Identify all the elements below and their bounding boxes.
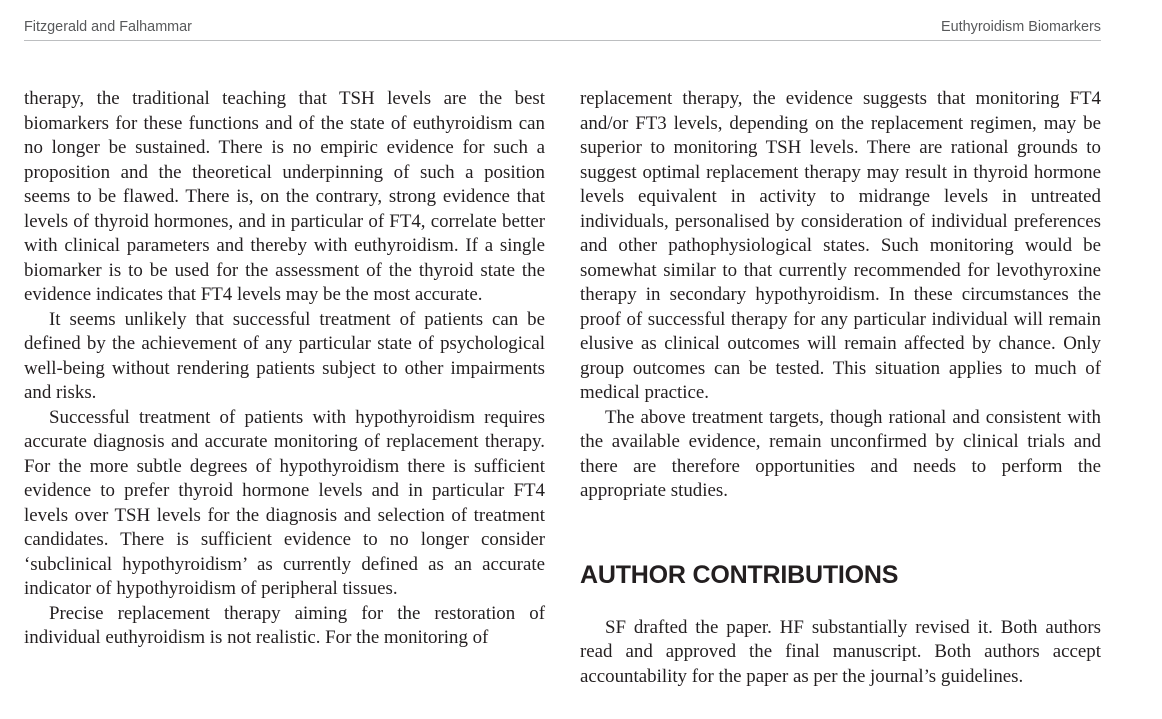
body-paragraph: Successful treatment of patients with hypothyroidism requires accurate diagnosis and accurate monitoring of replacement therapy. For the more subtle degrees of hypothyroidism there is sufficient evidence to prefer thyroid hormone levels and in particular FT4 levels over TSH levels for the diagnosis and selection of treatment candidates. There is sufficient evidence to no longer consider ‘subclinical hypothyroidism’ as currently defined as an accurate indicator of hypothyroidism of peripheral tissues.	[24, 406, 545, 599]
body-paragraph: It seems unlikely that successful treatment of patients can be defined by the achievement of any particular state of psychological well-being without rendering patients subject to other impairments and risks.	[24, 308, 545, 403]
body-paragraph: therapy, the traditional teaching that TSH levels are the best biomarkers for these functions and of the state of euthyroidism can no longer be sustained. There is no empiric evidence for such a proposition and the theoretical underpinning of such a position seems to be flawed. There is, on the contrary, strong evidence that levels of thyroid hormones, and in particular of FT4, correlate better with clinical parameters and thereby with euthyroidism. If a single biomarker is to be used for the assessment of the thyroid state the evidence indicates that FT4 levels may be the most accurate.	[24, 88, 545, 305]
section-heading-author-contributions: AUTHOR CONTRIBUTIONS	[580, 560, 899, 589]
body-paragraph: The above treatment targets, though rational and consistent with the available evidence, remain unconfirmed by clinical trials and there are therefore opportunities and needs to perform the appropriate studies.	[580, 406, 1101, 501]
running-header-title: Euthyroidism Biomarkers	[941, 19, 1101, 35]
author-contributions-text: SF drafted the paper. HF substantially revised it. Both authors read and approved the final manuscript. Both authors accept accountability for the paper as per the journal’s guidelines.	[580, 616, 1101, 687]
right-column	[580, 87, 1101, 689]
body-paragraph: Precise replacement therapy aiming for the restoration of individual euthyroidism is not realistic. For the monitoring of	[24, 602, 545, 648]
body-paragraph: replacement therapy, the evidence suggests that monitoring FT4 and/or FT3 levels, depending on the replacement regimen, may be superior to monitoring TSH levels. There are rational grounds to suggest optimal replacement therapy may result in thyroid hormone levels equivalent in activity to midrange levels in untreated individuals, personalised by consideration of individual preferences and other pathophysiological states. Such monitoring would be somewhat similar to that currently recommended for levothyroxine therapy in secondary hypothyroidism. In these circumstances the proof of successful therapy for any particular individual will remain elusive as clinical outcomes will remain affected by chance. Only group outcomes can be tested. This situation applies to much of medical practice.	[580, 88, 1101, 403]
running-header-authors: Fitzgerald and Falhammar	[24, 19, 192, 35]
left-column	[24, 87, 545, 651]
running-header	[24, 18, 1101, 41]
